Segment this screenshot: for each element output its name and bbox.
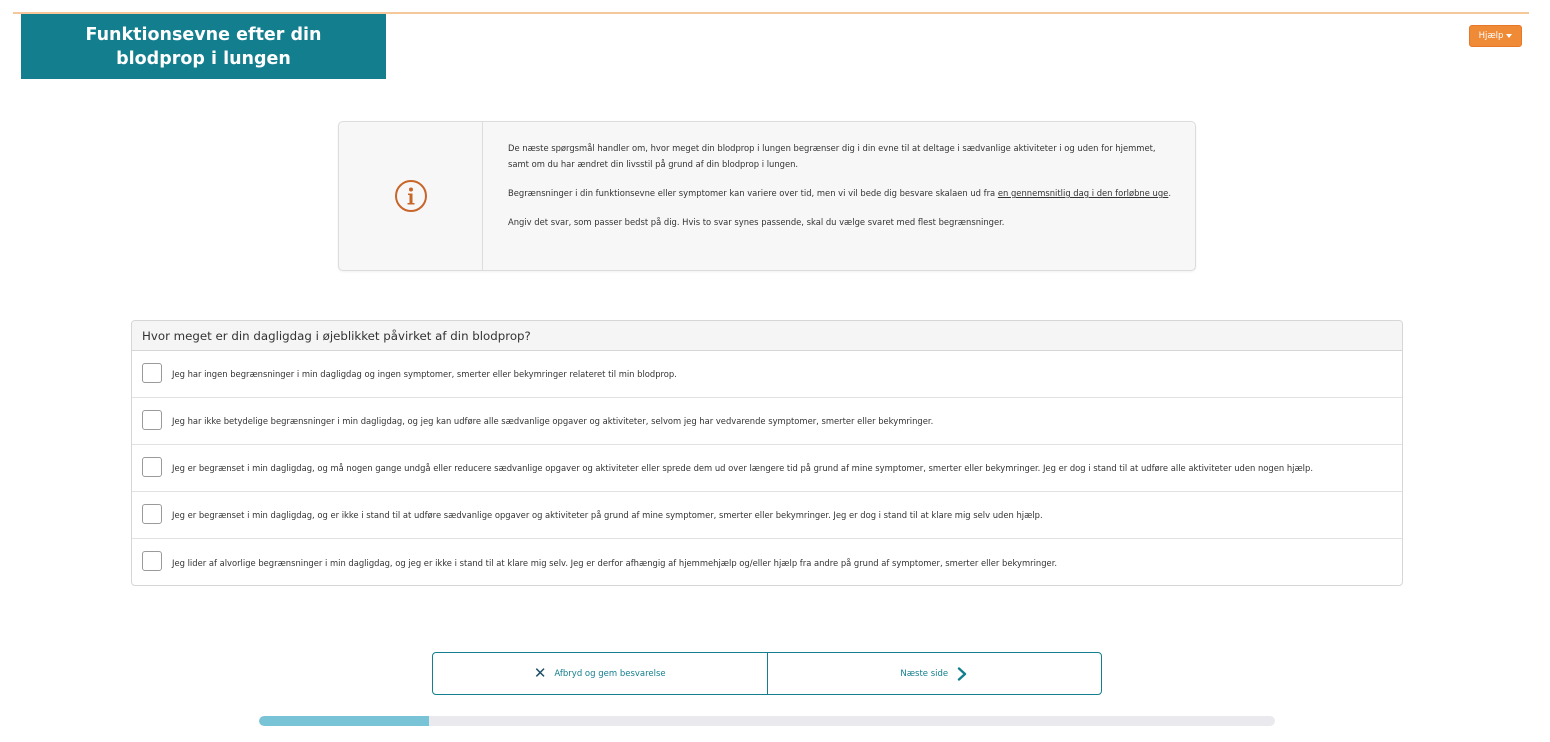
info-panel bbox=[338, 121, 1196, 271]
question-text: Hvor meget er din dagligdag i øjeblikket påvirket af din blodprop? bbox=[132, 321, 1402, 351]
info-paragraph-2-prefix: Begrænsninger i din funktionsevne eller symptomer kan variere over tid, men vi vil bede dig besvare skalaen ud fra bbox=[508, 188, 998, 198]
info-paragraph-3: Angiv det svar, som passer bedst på dig. Hvis to svar synes passende, skal du vælge svaret med flest begrænsninger. bbox=[508, 217, 1005, 227]
close-icon: ✕ bbox=[533, 664, 547, 682]
info-paragraph-2 bbox=[508, 185, 1173, 201]
caret-down-icon bbox=[1506, 34, 1512, 38]
progress-bar bbox=[259, 716, 1275, 726]
next-label: Næste side bbox=[900, 668, 949, 679]
answer-label: Jeg er begrænset i min dagligdag, og må nogen gange undgå eller reducere sædvanlige opgaver og aktiviteter eller sprede dem ud over længere tid på grund af mine symptomer, smerter eller bekymringer. Jeg er dog i stand til at udføre alle aktiviteter uden nogen hjælp. bbox=[172, 463, 1313, 473]
info-emphasis: en gennemsnitlig dag i den forløbne uge bbox=[997, 188, 1169, 198]
answer-label: Jeg har ikke betydelige begrænsninger i min dagligdag, og jeg kan udføre alle sædvanlige opgaver og aktiviteter, selvom jeg har vedvarende symptomer, smerter eller bekymringer. bbox=[172, 416, 934, 426]
progress-fill bbox=[259, 716, 429, 726]
info-text bbox=[508, 140, 1173, 243]
chevron-right-icon bbox=[956, 667, 968, 681]
page-title-banner bbox=[21, 14, 386, 79]
answer-label: Jeg er begrænset i min dagligdag, og er ikke i stand til at udføre sædvanlige opgaver og aktiviteter på grund af mine symptomer, smerter eller bekymringer. Jeg er dog i stand til at klare mig selv uden hjælp. bbox=[172, 510, 1043, 520]
answer-checkbox[interactable] bbox=[142, 504, 162, 524]
navigation-buttons bbox=[432, 652, 1102, 695]
cancel-label: Afbryd og gem besvarelse bbox=[554, 668, 666, 679]
answer-option[interactable] bbox=[132, 398, 1402, 445]
info-paragraph-2-suffix: . bbox=[1168, 188, 1172, 198]
answer-label: Jeg har ingen begrænsninger i min dagligdag og ingen symptomer, smerter eller bekymringer relateret til min blodprop. bbox=[172, 369, 677, 379]
cancel-and-save-button[interactable] bbox=[433, 653, 767, 694]
answer-label: Jeg lider af alvorlige begrænsninger i min dagligdag, og jeg er ikke i stand til at klare mig selv. Jeg er derfor afhængig af hjemmehjælp og/eller hjælp fra andre på grund af symptomer, smerter eller bekymringer. bbox=[172, 557, 1058, 568]
help-dropdown-button[interactable] bbox=[1469, 25, 1522, 47]
answer-checkbox[interactable] bbox=[142, 363, 162, 383]
info-circle-icon bbox=[394, 179, 428, 213]
answer-option[interactable] bbox=[132, 539, 1402, 586]
next-page-button[interactable] bbox=[767, 653, 1102, 694]
answer-checkbox[interactable] bbox=[142, 410, 162, 430]
answer-option[interactable] bbox=[132, 351, 1402, 398]
info-paragraph-1: De næste spørgsmål handler om, hvor meget din blodprop i lungen begrænser dig i din evne til at deltage i sædvanlige aktiviteter i og uden for hjemmet, samt om du har ændret din livsstil på grund af din blodprop i lungen. bbox=[508, 143, 1156, 169]
info-icon-column bbox=[339, 122, 483, 270]
help-label: Hjælp bbox=[1478, 31, 1504, 41]
question-card bbox=[131, 320, 1403, 586]
answer-checkbox[interactable] bbox=[142, 551, 162, 571]
answer-checkbox[interactable] bbox=[142, 457, 162, 477]
answer-option[interactable] bbox=[132, 492, 1402, 539]
answer-option[interactable] bbox=[132, 445, 1402, 492]
page-title: Funktionsevne efter din blodprop i lungen bbox=[85, 24, 322, 69]
